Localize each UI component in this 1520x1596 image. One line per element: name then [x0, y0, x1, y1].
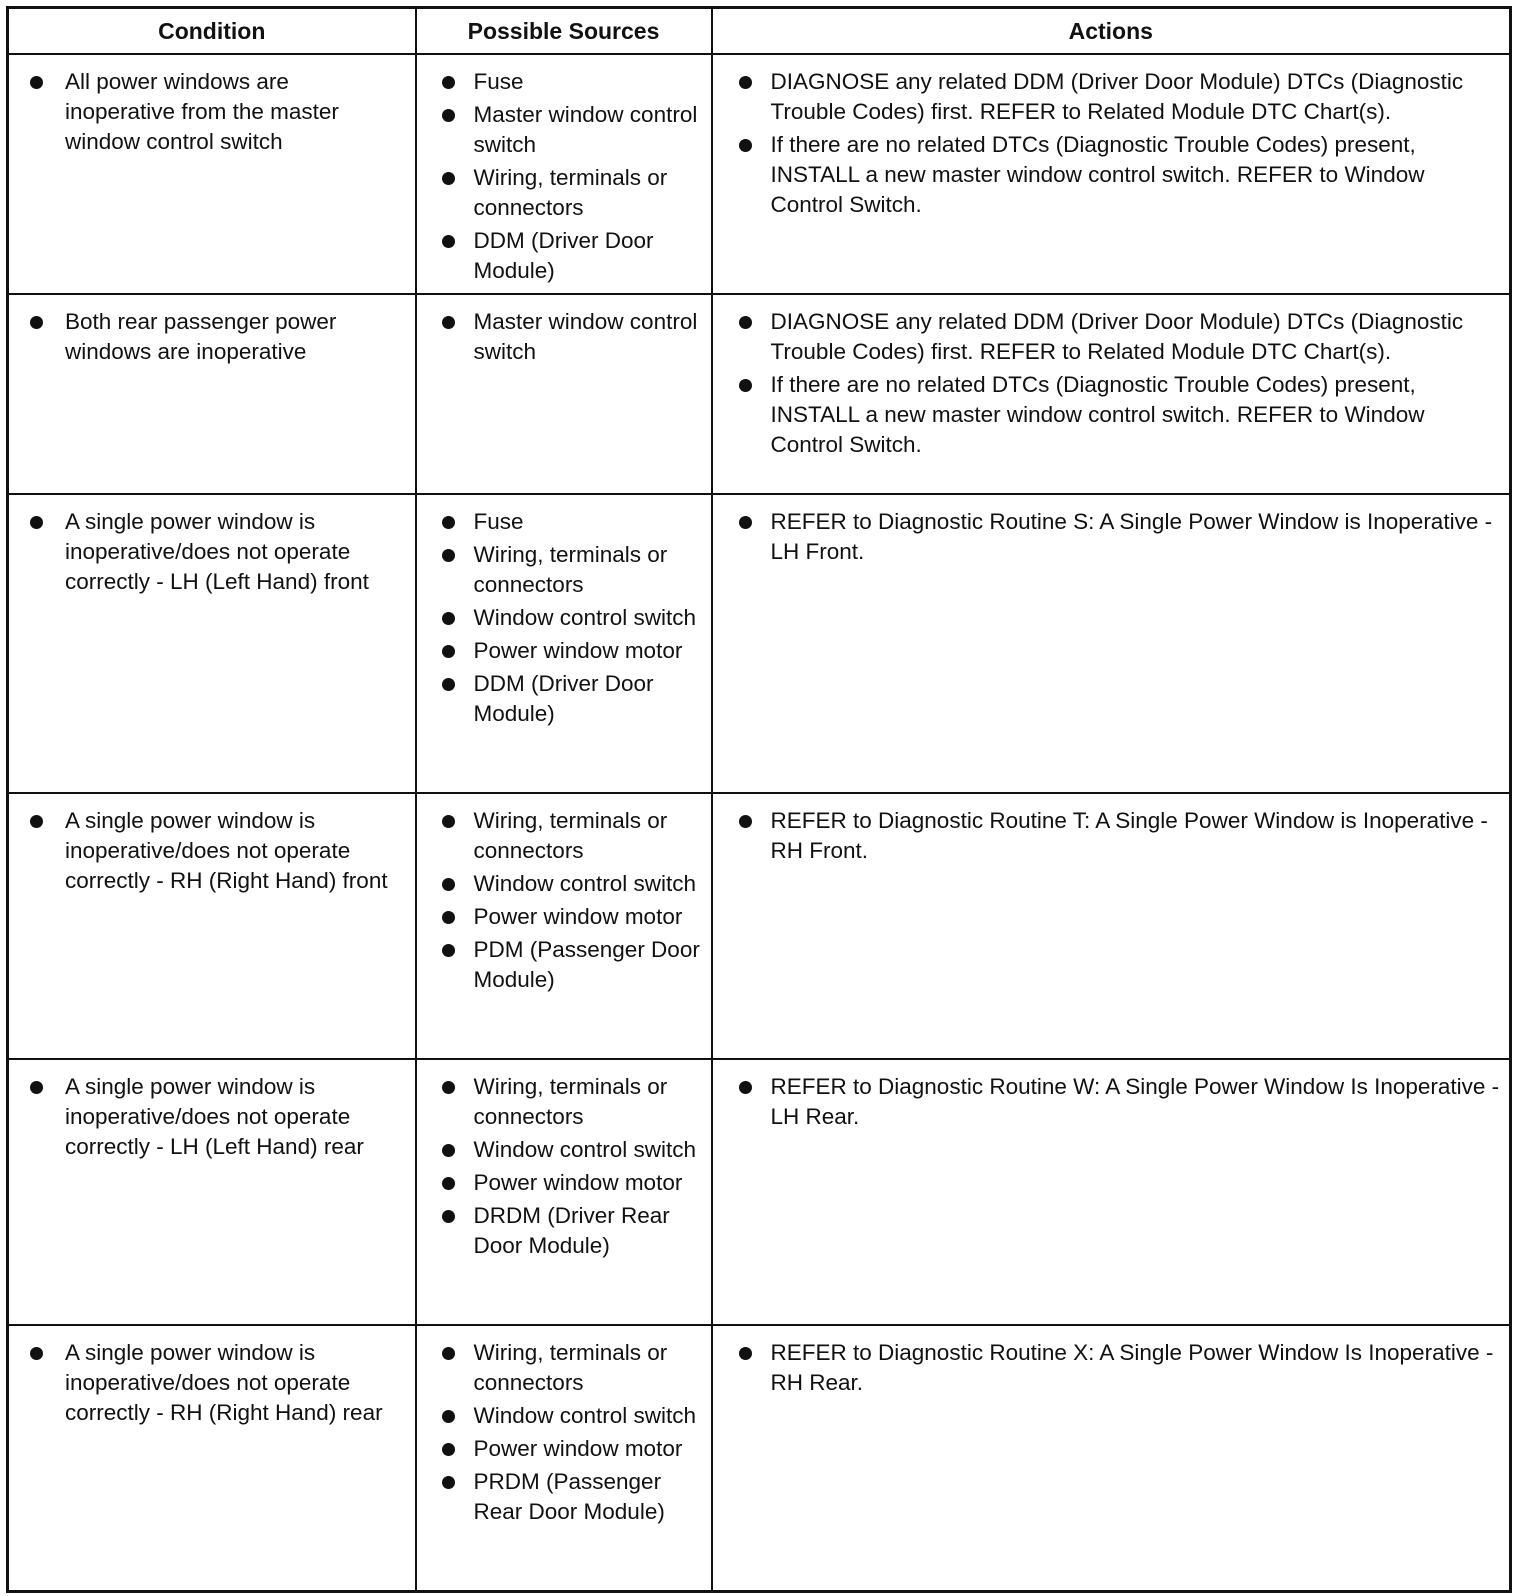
- list-item-text: DDM (Driver Door Module): [473, 671, 654, 726]
- list-item-text: DIAGNOSE any related DDM (Driver Door Module) DTCs (Diagnostic Trouble Codes) first. REFER to Related Module DTC Chart(s).: [770, 69, 1464, 124]
- list-item: [474, 935, 703, 995]
- list-item: [474, 1401, 703, 1431]
- table-row: [8, 1325, 1511, 1591]
- list-item: [474, 1201, 703, 1261]
- actions-list: [713, 794, 1510, 866]
- list-item: [474, 1338, 703, 1398]
- bullet-icon: [739, 379, 752, 392]
- table-row: [8, 793, 1511, 1059]
- header-condition: Condition: [8, 8, 416, 55]
- actions-list: [713, 55, 1510, 220]
- list-item-text: Fuse: [473, 69, 524, 94]
- list-item-text: A single power window is inoperative/does not operate correctly - LH (Left Hand) front: [65, 509, 369, 594]
- bullet-icon: [442, 1177, 455, 1190]
- sources-cell: [416, 494, 712, 793]
- bullet-icon: [442, 944, 455, 957]
- sources-list: [417, 1060, 711, 1261]
- bullet-icon: [442, 516, 455, 529]
- list-item: [474, 669, 703, 729]
- bullet-icon: [442, 235, 455, 248]
- list-item: [474, 1467, 703, 1527]
- sources-list: [417, 1326, 711, 1527]
- actions-list: [713, 1326, 1510, 1398]
- list-item: [474, 869, 703, 899]
- bullet-icon: [442, 1347, 455, 1360]
- list-item-text: Window control switch: [473, 605, 697, 630]
- list-item: [474, 636, 703, 666]
- table-row: [8, 54, 1511, 294]
- sources-cell: [416, 54, 712, 294]
- list-item: [474, 806, 703, 866]
- list-item: [65, 806, 405, 896]
- actions-cell: [712, 1059, 1511, 1325]
- list-item-text: REFER to Diagnostic Routine X: A Single Power Window Is Inoperative - RH Rear.: [770, 1340, 1494, 1396]
- list-item: [474, 1135, 703, 1165]
- condition-list: [9, 1326, 415, 1428]
- list-item-text: Fuse: [473, 509, 524, 534]
- actions-cell: [712, 1325, 1511, 1591]
- condition-cell: [8, 494, 416, 793]
- list-item: [771, 67, 1502, 127]
- header-actions: Actions: [712, 8, 1511, 55]
- bullet-icon: [30, 1347, 43, 1360]
- condition-list: [9, 794, 415, 896]
- list-item-text: DDM (Driver Door Module): [473, 228, 654, 283]
- list-item-text: REFER to Diagnostic Routine S: A Single Power Window is Inoperative - LH Front.: [770, 509, 1493, 564]
- list-item: [474, 540, 703, 600]
- bullet-icon: [30, 316, 43, 329]
- list-item-text: REFER to Diagnostic Routine W: A Single Power Window Is Inoperative - LH Rear.: [770, 1073, 1500, 1129]
- bullet-icon: [739, 516, 752, 529]
- bullet-icon: [442, 878, 455, 891]
- bullet-icon: [442, 678, 455, 691]
- list-item-text: PRDM (Passenger Rear Door Module): [473, 1469, 665, 1525]
- sources-cell: [416, 1059, 712, 1325]
- list-item-text: Power window motor: [473, 903, 683, 929]
- list-item: [474, 1168, 703, 1198]
- list-item: [474, 603, 703, 633]
- actions-list: [713, 295, 1510, 460]
- list-item-text: Power window motor: [473, 1436, 683, 1462]
- list-item-text: A single power window is inoperative/does not operate correctly - LH (Left Hand) rear: [65, 1073, 364, 1159]
- list-item-text: All power windows are inoperative from the master window control switch: [65, 69, 339, 154]
- bullet-icon: [442, 911, 455, 924]
- table-row: [8, 494, 1511, 793]
- bullet-icon: [442, 1410, 455, 1423]
- list-item-text: Window control switch: [473, 1403, 697, 1429]
- list-item-text: Window control switch: [473, 870, 697, 896]
- header-row: [8, 8, 1511, 55]
- bullet-icon: [739, 815, 752, 828]
- list-item-text: A single power window is inoperative/does not operate correctly - RH (Right Hand) front: [65, 807, 388, 893]
- condition-cell: [8, 1059, 416, 1325]
- sources-cell: [416, 1325, 712, 1591]
- list-item-text: DRDM (Driver Rear Door Module): [473, 1202, 670, 1258]
- list-item: [65, 307, 405, 367]
- bullet-icon: [442, 1476, 455, 1489]
- list-item: [771, 370, 1502, 460]
- sources-list: [417, 295, 711, 367]
- list-item: [771, 130, 1502, 220]
- bullet-icon: [442, 109, 455, 122]
- bullet-icon: [442, 1210, 455, 1223]
- sources-cell: [416, 294, 712, 494]
- bullet-icon: [442, 76, 455, 89]
- condition-cell: [8, 793, 416, 1059]
- list-item-text: Power window motor: [473, 638, 683, 663]
- list-item-text: Both rear passenger power windows are inoperative: [65, 308, 337, 364]
- list-item: [474, 1434, 703, 1464]
- actions-list: [713, 495, 1510, 567]
- actions-cell: [712, 54, 1511, 294]
- bullet-icon: [30, 1081, 43, 1094]
- bullet-icon: [442, 612, 455, 625]
- list-item-text: If there are no related DTCs (Diagnostic Trouble Codes) present, INSTALL a new master window control switch. REFER to Window Control Switch.: [770, 132, 1425, 217]
- list-item: [65, 67, 405, 157]
- condition-cell: [8, 1325, 416, 1591]
- table-row: [8, 294, 1511, 494]
- bullet-icon: [442, 1144, 455, 1157]
- list-item: [771, 806, 1502, 866]
- list-item: [65, 1338, 405, 1428]
- condition-list: [9, 55, 415, 157]
- header-possible-sources: Possible Sources: [416, 8, 712, 55]
- diagnostic-table: [6, 6, 1512, 1593]
- list-item-text: Wiring, terminals or connectors: [473, 165, 668, 220]
- list-item-text: DIAGNOSE any related DDM (Driver Door Module) DTCs (Diagnostic Trouble Codes) first. REFER to Related Module DTC Chart(s).: [770, 308, 1464, 364]
- list-item: [474, 226, 703, 286]
- sources-list: [417, 794, 711, 995]
- bullet-icon: [30, 815, 43, 828]
- actions-cell: [712, 793, 1511, 1059]
- condition-list: [9, 1060, 415, 1162]
- list-item: [771, 1338, 1502, 1398]
- list-item-text: PDM (Passenger Door Module): [473, 936, 700, 992]
- list-item: [474, 1072, 703, 1132]
- list-item-text: Wiring, terminals or connectors: [473, 807, 668, 863]
- bullet-icon: [739, 1347, 752, 1360]
- actions-cell: [712, 294, 1511, 494]
- bullet-icon: [442, 645, 455, 658]
- condition-cell: [8, 54, 416, 294]
- bullet-icon: [739, 316, 752, 329]
- list-item: [65, 1072, 405, 1162]
- condition-list: [9, 295, 415, 367]
- bullet-icon: [442, 815, 455, 828]
- list-item: [474, 100, 703, 160]
- list-item-text: Wiring, terminals or connectors: [473, 542, 668, 597]
- bullet-icon: [739, 139, 752, 152]
- bullet-icon: [442, 549, 455, 562]
- list-item-text: Master window control switch: [473, 308, 698, 364]
- list-item: [474, 507, 703, 537]
- list-item: [65, 507, 405, 597]
- list-item-text: Wiring, terminals or connectors: [473, 1340, 668, 1396]
- bullet-icon: [739, 1081, 752, 1094]
- list-item: [771, 1072, 1502, 1132]
- bullet-icon: [739, 76, 752, 89]
- list-item: [474, 902, 703, 932]
- list-item-text: Wiring, terminals or connectors: [473, 1073, 668, 1129]
- bullet-icon: [30, 516, 43, 529]
- list-item: [474, 307, 703, 367]
- condition-cell: [8, 294, 416, 494]
- actions-cell: [712, 494, 1511, 793]
- bullet-icon: [30, 76, 43, 89]
- bullet-icon: [442, 1443, 455, 1456]
- condition-list: [9, 495, 415, 597]
- bullet-icon: [442, 1081, 455, 1094]
- list-item: [474, 163, 703, 223]
- list-item-text: REFER to Diagnostic Routine T: A Single Power Window is Inoperative - RH Front.: [770, 807, 1488, 863]
- sources-cell: [416, 793, 712, 1059]
- table-row: [8, 1059, 1511, 1325]
- list-item: [771, 307, 1502, 367]
- list-item-text: Power window motor: [473, 1169, 683, 1195]
- list-item: [771, 507, 1502, 567]
- sources-list: [417, 495, 711, 729]
- list-item-text: Window control switch: [473, 1136, 697, 1162]
- bullet-icon: [442, 316, 455, 329]
- actions-list: [713, 1060, 1510, 1132]
- sources-list: [417, 55, 711, 286]
- table-body: [8, 54, 1511, 1592]
- bullet-icon: [442, 172, 455, 185]
- list-item-text: Master window control switch: [473, 102, 698, 157]
- list-item: [474, 67, 703, 97]
- list-item-text: If there are no related DTCs (Diagnostic Trouble Codes) present, INSTALL a new master window control switch. REFER to Window Control Switch.: [770, 371, 1425, 457]
- list-item-text: A single power window is inoperative/does not operate correctly - RH (Right Hand) rear: [65, 1340, 383, 1426]
